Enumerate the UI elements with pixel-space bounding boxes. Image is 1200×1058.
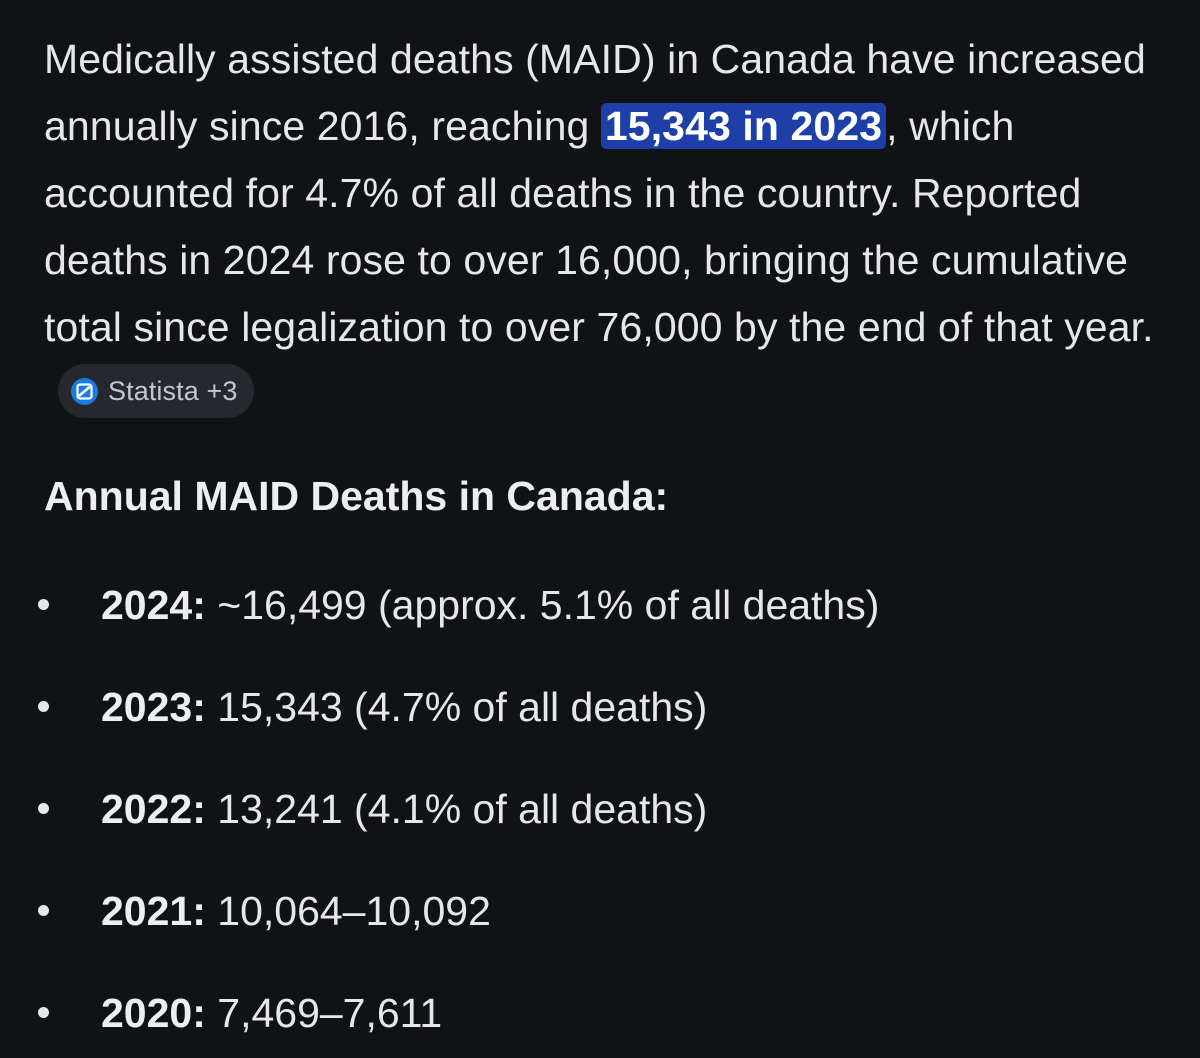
- answer-text-rest: , which accounted for 4.7% of all deaths in the country. Reported deaths in 2024 rose to over 16,000, bringing the cumulative total since legalization to over 76,000 by the end of that year.: [44, 103, 1154, 350]
- ai-answer-summary: [44, 26, 1164, 428]
- list-item: [38, 574, 1158, 676]
- source-chip-label: Statista +3: [108, 375, 238, 406]
- bullet-icon: [38, 701, 49, 712]
- list-item: [38, 982, 1158, 1058]
- list-item-text: [101, 778, 707, 840]
- list-item-detail: 10,064–10,092: [205, 888, 491, 934]
- list-item-text: [101, 574, 879, 636]
- source-chip-button[interactable]: [58, 364, 254, 418]
- list-item-detail: 15,343 (4.7% of all deaths): [205, 684, 708, 730]
- list-item-year: 2024:: [101, 582, 206, 628]
- bullet-icon: [38, 803, 49, 814]
- list-item-detail: 13,241 (4.1% of all deaths): [205, 786, 708, 832]
- bullet-icon: [38, 599, 49, 610]
- answer-text-intro: Medically assisted deaths (MAID) in Canada have increased annually since 2016, reaching: [44, 36, 1146, 149]
- answer-paragraph: [44, 26, 1164, 428]
- list-item-detail: ~16,499 (approx. 5.1% of all deaths): [205, 582, 880, 628]
- list-item-detail: 7,469–7,611: [205, 990, 443, 1036]
- list-item-text: [101, 880, 491, 942]
- list-item: [38, 778, 1158, 880]
- list-item: [38, 880, 1158, 982]
- list-item: [38, 676, 1158, 778]
- bullet-icon: [38, 1007, 49, 1018]
- list-item-text: [101, 676, 707, 738]
- statista-logo-icon: [71, 378, 98, 405]
- list-item-year: 2022:: [101, 786, 206, 832]
- list-item-year: 2020:: [101, 990, 206, 1036]
- list-item-text: [101, 982, 442, 1044]
- list-item-year: 2023:: [101, 684, 206, 730]
- bullet-icon: [38, 905, 49, 916]
- list-item-year: 2021:: [101, 888, 206, 934]
- highlighted-figure[interactable]: 15,343 in 2023: [601, 103, 886, 149]
- section-heading: Annual MAID Deaths in Canada:: [44, 473, 669, 519]
- annual-deaths-list: [38, 574, 1158, 1058]
